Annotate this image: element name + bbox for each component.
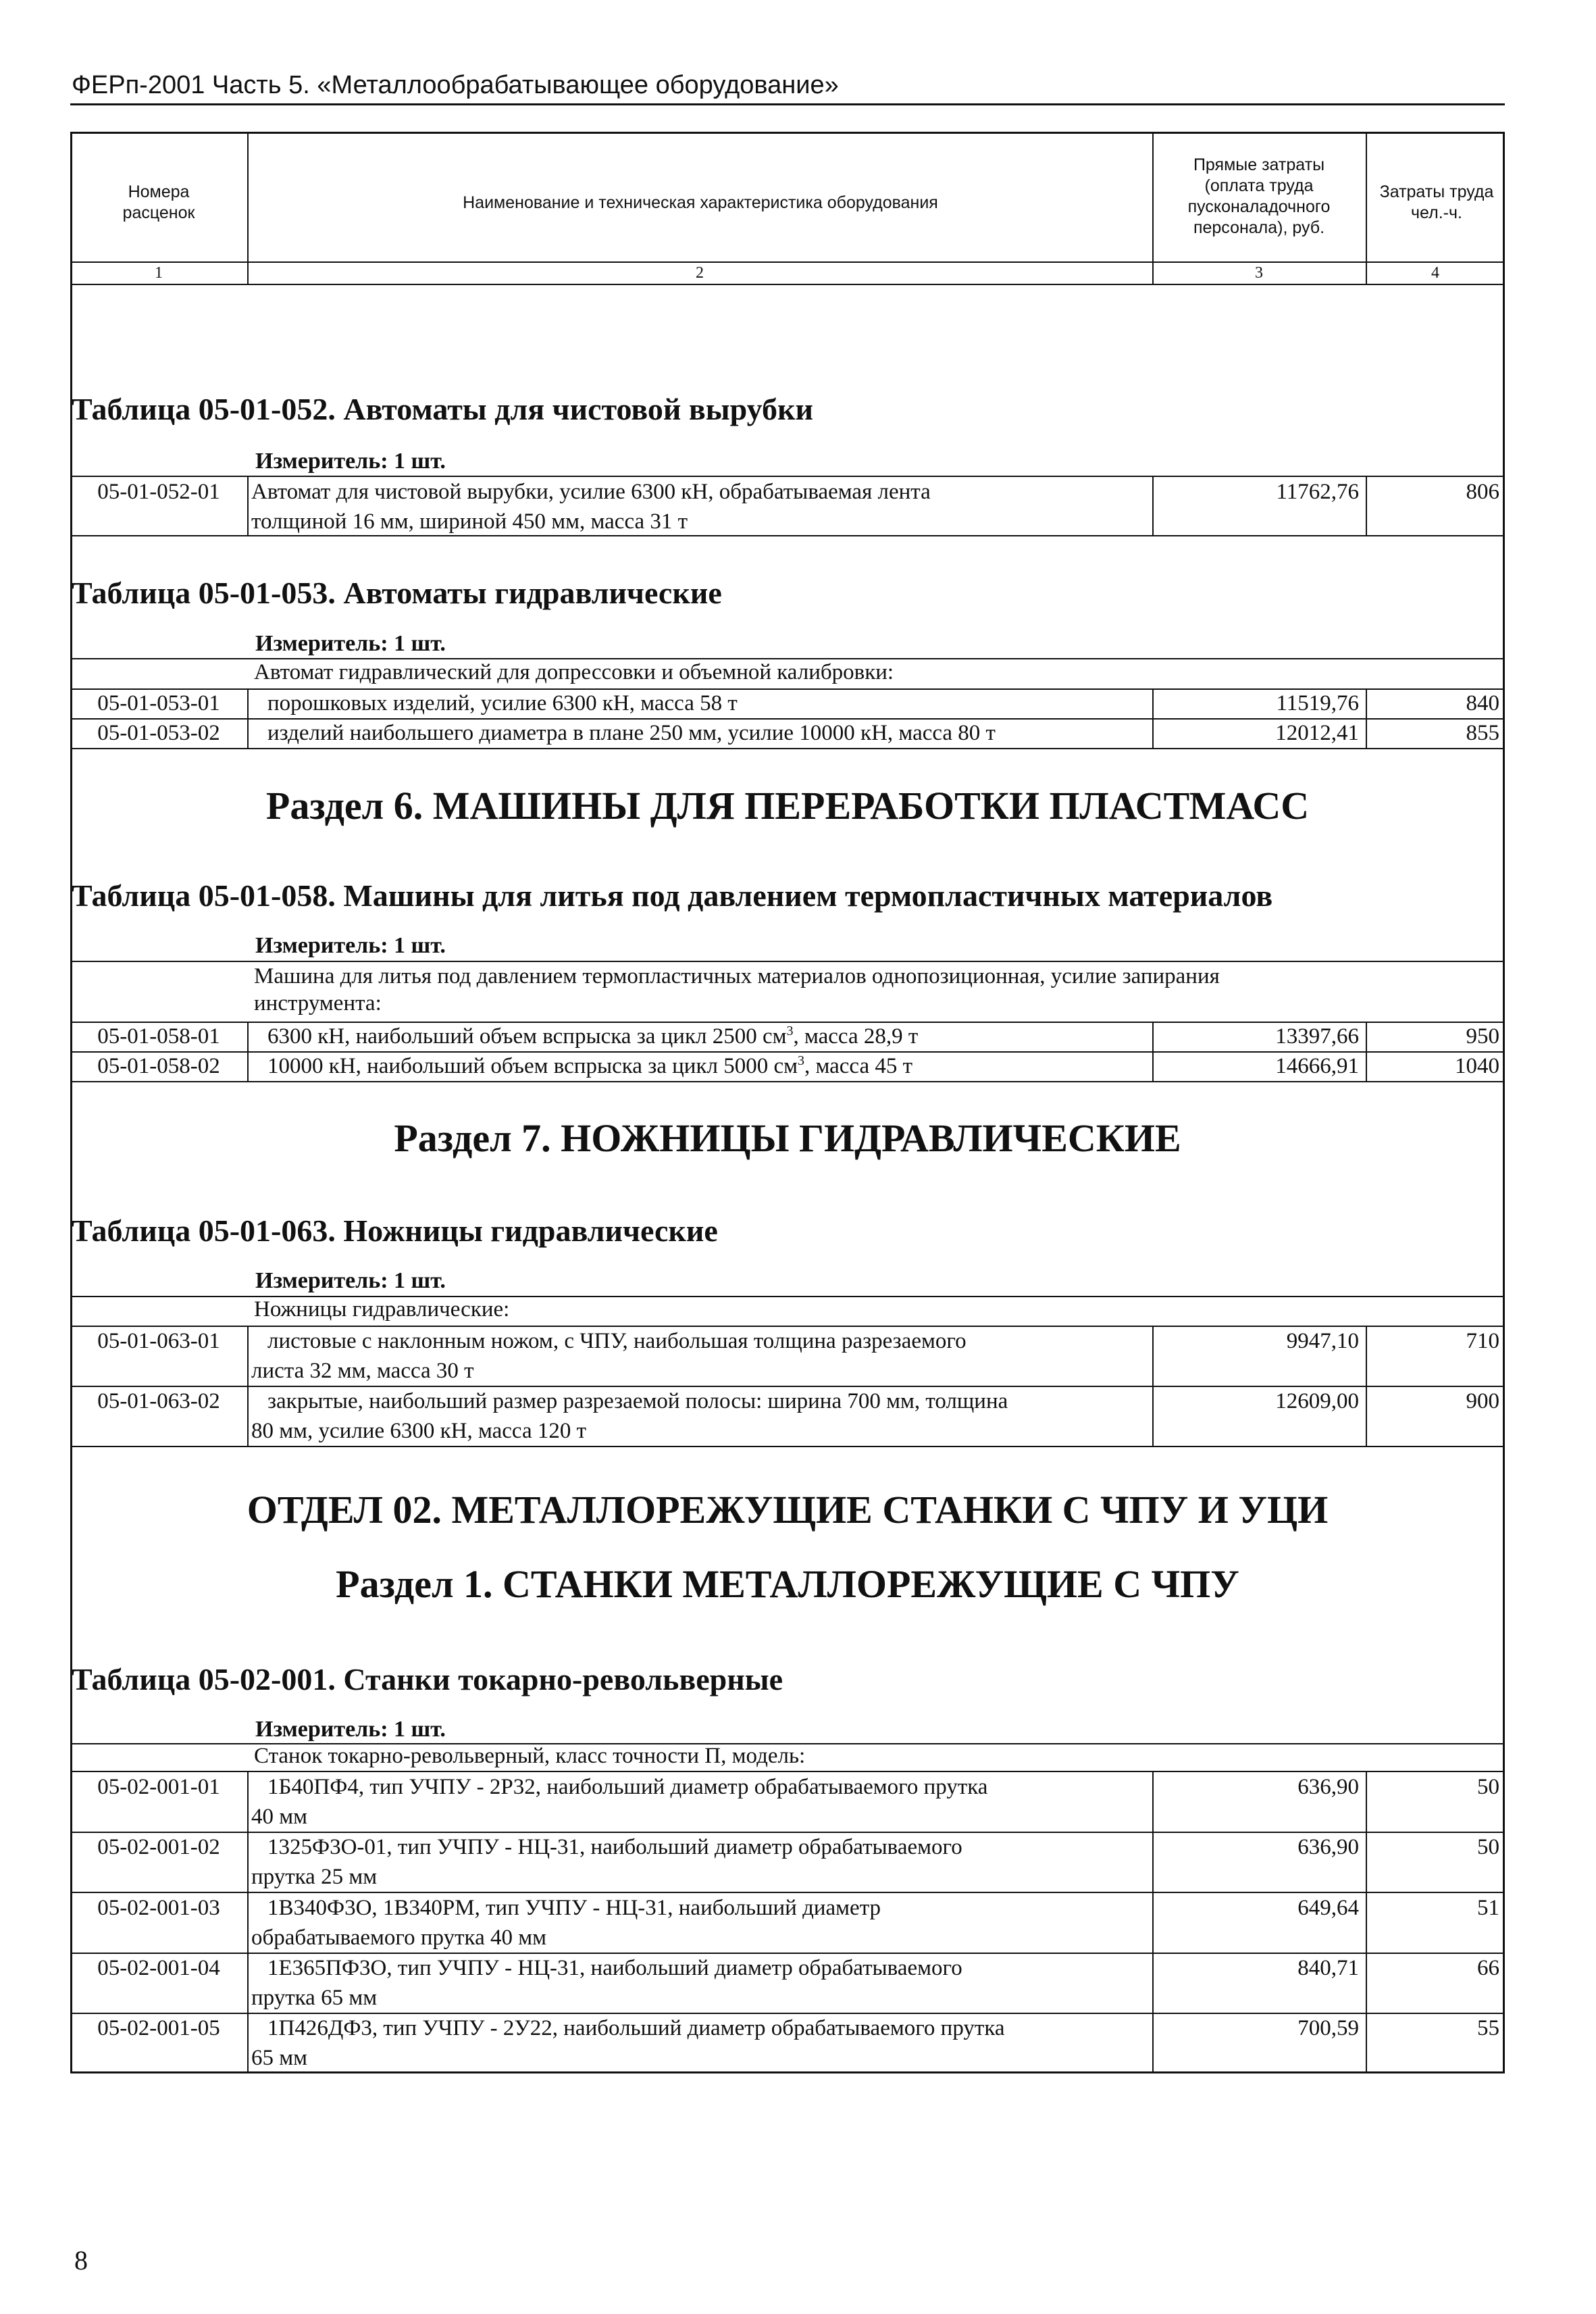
rate-description [251, 477, 1143, 536]
column-divider [1152, 476, 1154, 535]
rate-price: 700,59 [1297, 2016, 1359, 2040]
rate-code: 05-01-053-02 [97, 721, 220, 745]
unit-label: Измеритель: 1 шт. [255, 449, 446, 474]
division-title: ОТДЕЛ 02. МЕТАЛЛОРЕЖУЩИЕ СТАНКИ С ЧПУ И УЦИ [247, 1488, 1329, 1532]
description-text: , масса 45 т [804, 1054, 913, 1078]
rate-description [251, 718, 1143, 748]
rate-price: 13397,66 [1275, 1024, 1359, 1049]
rate-description [251, 1772, 1143, 1832]
description-line: 1П426ДФ3, тип УЧПУ - 2У22, наибольший диаметр обрабатываемого прутка [267, 2016, 1005, 2040]
running-head: ФЕРп-2001 Часть 5. «Металлообрабатывающее оборудование» [72, 71, 839, 99]
rate-description [251, 1953, 1143, 2013]
superscript: 3 [797, 1053, 804, 1068]
description-line: прутка 25 мм [251, 1865, 378, 1889]
rate-labor: 806 [1466, 480, 1499, 504]
rate-price: 11762,76 [1276, 480, 1359, 504]
rate-code: 05-01-063-01 [97, 1329, 220, 1353]
rate-code: 05-02-001-02 [97, 1835, 220, 1859]
description-line: 65 мм [251, 2046, 308, 2070]
rate-code: 05-01-063-02 [97, 1389, 220, 1413]
header-col-code: Номера расценок [122, 182, 195, 222]
description-line: листа 32 мм, масса 30 т [251, 1359, 474, 1383]
rate-labor: 50 [1477, 1835, 1499, 1859]
rate-labor: 900 [1466, 1389, 1499, 1413]
column-divider [247, 476, 249, 535]
description-line: 1Б40ПФ4, тип УЧПУ - 2Р32, наибольший диаметр обрабатываемого прутка [267, 1775, 988, 1799]
row-rule [70, 748, 1505, 749]
column-divider [1366, 1771, 1367, 2073]
unit-label: Измеритель: 1 шт. [255, 1268, 446, 1293]
rate-description [251, 1832, 1143, 1892]
description-line: прутка 65 мм [251, 1986, 378, 2010]
section-title: Раздел 7. НОЖНИЦЫ ГИДРАВЛИЧЕСКИЕ [394, 1116, 1181, 1160]
rate-price: 11519,76 [1276, 691, 1359, 715]
rate-price: 9947,10 [1286, 1329, 1359, 1353]
table-title: Таблица 05-01-053. Автоматы гидравлические [72, 576, 722, 610]
unit-label: Измеритель: 1 шт. [255, 631, 446, 656]
rate-code: 05-02-001-03 [97, 1896, 220, 1920]
description-line: изделий наибольшего диаметра в плане 250 мм, усилие 10000 кН, масса 80 т [267, 721, 996, 745]
header-col-direct-costs: Прямые затраты (оплата труда пусконаладочного персонала), руб. [1187, 155, 1331, 237]
superscript: 3 [786, 1024, 794, 1038]
rate-price: 636,90 [1297, 1775, 1359, 1799]
description-line: 40 мм [251, 1805, 308, 1829]
row-rule [70, 1081, 1505, 1082]
group-label: Автомат гидравлический для допрессовки и объемной калибровки: [254, 660, 894, 684]
rate-labor: 840 [1466, 691, 1499, 715]
group-label [254, 963, 1220, 1017]
rate-price: 649,64 [1297, 1896, 1359, 1920]
description-line: Автомат для чистовой вырубки, усилие 6300 кН, обрабатываемая лента [251, 480, 931, 504]
rate-description [251, 1022, 1143, 1051]
table-title: Таблица 05-01-058. Машины для литья под давлением термопластичных материалов [72, 878, 1273, 913]
table-title: Таблица 05-01-052. Автоматы для чистовой вырубки [72, 392, 814, 426]
header-rule [70, 284, 1505, 285]
rate-price: 840,71 [1297, 1956, 1359, 1980]
group-label: Станок токарно-револьверный, класс точности П, модель: [254, 1744, 806, 1768]
rate-price: 14666,91 [1275, 1054, 1359, 1078]
rate-code: 05-01-053-01 [97, 691, 220, 715]
rate-code: 05-02-001-05 [97, 2016, 220, 2040]
description-line: 1325Ф3О-01, тип УЧПУ - НЦ-31, наибольший диаметр обрабатываемого [267, 1835, 962, 1859]
header-col-labor: Затраты труда чел.-ч. [1379, 182, 1494, 222]
rate-price: 636,90 [1297, 1835, 1359, 1859]
rate-price: 12012,41 [1275, 721, 1359, 745]
unit-label: Измеритель: 1 шт. [255, 933, 446, 958]
rate-labor: 1040 [1455, 1054, 1499, 1078]
rate-labor: 710 [1466, 1329, 1499, 1353]
rate-description [251, 1326, 1143, 1386]
column-divider [1366, 476, 1367, 535]
rate-labor: 55 [1477, 2016, 1499, 2040]
rate-labor: 50 [1477, 1775, 1499, 1799]
description-line: листовые с наклонным ножом, с ЧПУ, наибольшая толщина разрезаемого [267, 1329, 967, 1353]
description-line: закрытые, наибольший размер разрезаемой полосы: ширина 700 мм, толщина [267, 1389, 1008, 1413]
rate-labor: 51 [1477, 1896, 1499, 1920]
description-line: порошковых изделий, усилие 6300 кН, масса 58 т [267, 691, 738, 715]
description-line: толщиной 16 мм, шириной 450 мм, масса 31 т [251, 509, 688, 534]
rate-code: 05-02-001-01 [97, 1775, 220, 1799]
description-line: 80 мм, усилие 6300 кН, масса 120 т [251, 1419, 587, 1443]
header-rule [70, 103, 1505, 105]
column-number: 2 [696, 264, 704, 282]
row-rule [70, 961, 1505, 962]
column-number: 4 [1431, 264, 1439, 282]
column-number: 3 [1255, 264, 1263, 282]
description-line: 1В340Ф3О, 1В340РМ, тип УЧПУ - НЦ-31, наибольший диаметр [267, 1896, 881, 1920]
rate-price: 12609,00 [1275, 1389, 1359, 1413]
section-title: Раздел 1. СТАНКИ МЕТАЛЛОРЕЖУЩИЕ С ЧПУ [336, 1562, 1239, 1606]
page-number: 8 [74, 2245, 88, 2275]
description-line [251, 1022, 1143, 1051]
rate-labor: 950 [1466, 1024, 1499, 1049]
header-col-name: Наименование и техническая характеристика оборудования [463, 193, 938, 212]
rate-description [251, 688, 1143, 718]
table-title: Таблица 05-02-001. Станки токарно-револьверные [72, 1662, 783, 1696]
rate-labor: 855 [1466, 721, 1499, 745]
description-line: 1Е365ПФ3О, тип УЧПУ - НЦ-31, наибольший диаметр обрабатываемого [267, 1956, 962, 1980]
column-divider [247, 1771, 249, 2073]
row-rule [70, 1446, 1505, 1447]
description-text: 6300 кН, наибольший объем вспрыска за цикл 2500 см [267, 1024, 787, 1049]
rate-code: 05-01-058-01 [97, 1024, 220, 1049]
rate-description [251, 1051, 1143, 1081]
group-label: Ножницы гидравлические: [254, 1297, 510, 1322]
table-title: Таблица 05-01-063. Ножницы гидравлические [72, 1213, 718, 1248]
description-line [251, 1051, 1143, 1081]
description-text: , масса 28,9 т [793, 1024, 919, 1049]
rate-labor: 66 [1477, 1956, 1499, 1980]
description-line: обрабатываемого прутка 40 мм [251, 1926, 546, 1950]
description-text: 10000 кН, наибольший объем вспрыска за цикл 5000 см [267, 1054, 798, 1078]
unit-label: Измеритель: 1 шт. [255, 1717, 446, 1742]
rate-code: 05-01-052-01 [97, 480, 220, 504]
column-divider [1152, 1771, 1154, 2073]
rate-code: 05-02-001-04 [97, 1956, 220, 1980]
section-title: Раздел 6. МАШИНЫ ДЛЯ ПЕРЕРАБОТКИ ПЛАСТМАСС [265, 784, 1310, 828]
rate-description [251, 1386, 1143, 1446]
rate-code: 05-01-058-02 [97, 1054, 220, 1078]
rate-description [251, 2013, 1143, 2073]
rate-description [251, 1893, 1143, 1953]
group-line: инструмента: [254, 991, 382, 1015]
group-line: Машина для литья под давлением термопластичных материалов однопозиционная, усилие запирания [254, 964, 1220, 988]
column-number: 1 [155, 264, 163, 282]
